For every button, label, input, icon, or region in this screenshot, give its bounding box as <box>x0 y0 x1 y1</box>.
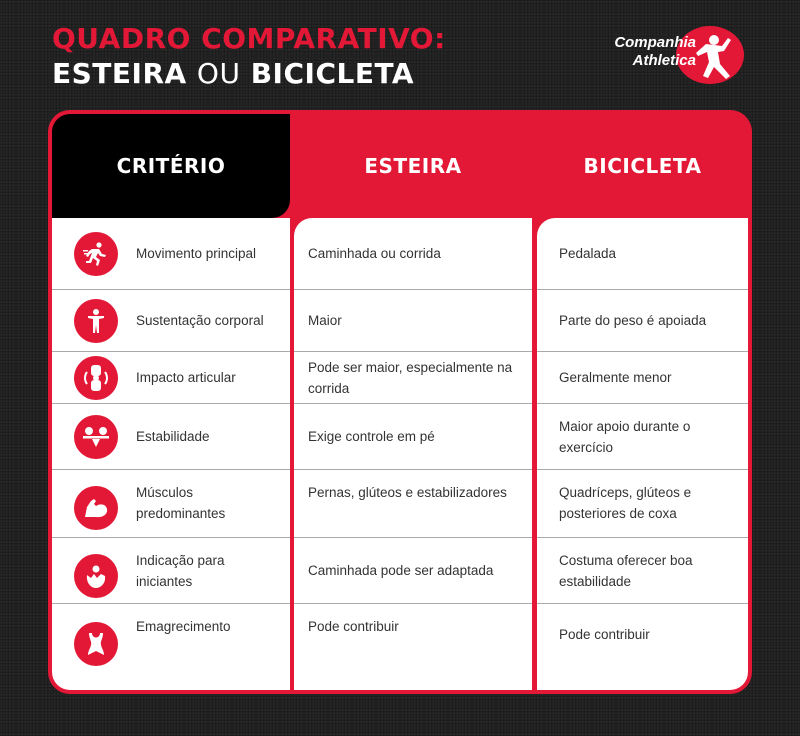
table-row <box>294 470 532 538</box>
table-row <box>537 290 748 352</box>
criterio-label: Movimento principal <box>136 246 257 261</box>
criterio-label: Estabilidade <box>136 429 210 444</box>
title-ou: OU <box>196 57 241 90</box>
column-header-esteira: ESTEIRA <box>294 114 532 218</box>
esteira-cell: Caminhada pode ser adaptada <box>308 563 494 578</box>
table-row <box>294 352 532 404</box>
table-row <box>537 218 748 290</box>
title-esteira: ESTEIRA <box>52 57 187 90</box>
table-row <box>294 218 532 290</box>
bicicleta-cell: Parte do peso é apoiada <box>559 313 707 328</box>
table-row <box>294 604 532 690</box>
bicicleta-cell: Quadríceps, glúteos e posteriores de coxa <box>559 485 692 521</box>
flexed-arm-icon <box>74 486 118 530</box>
esteira-cell: Exige controle em pé <box>308 429 435 444</box>
criterio-label: Indicação para iniciantes <box>136 553 225 589</box>
table-row <box>294 290 532 352</box>
table-row <box>52 290 290 352</box>
esteira-cell: Pode contribuir <box>308 619 399 634</box>
person-standing-icon <box>74 299 118 343</box>
column-bicicleta <box>537 110 748 694</box>
table-row <box>537 538 748 604</box>
knee-joint-icon <box>74 356 118 400</box>
esteira-cell: Pode ser maior, especialmente na corrida <box>308 359 513 396</box>
table-row <box>52 538 290 604</box>
running-person-icon <box>74 232 118 276</box>
criterio-label: Impacto articular <box>136 370 236 385</box>
logo-line-1: Companhia <box>614 34 696 51</box>
column-body-bicicleta <box>537 218 748 690</box>
table-row <box>537 604 748 690</box>
column-criterio <box>52 110 290 694</box>
title-line-1: QUADRO COMPARATIVO: <box>52 22 446 55</box>
title-bicicleta: BICICLETA <box>250 57 415 90</box>
column-esteira <box>294 110 532 694</box>
balance-icon <box>74 415 118 459</box>
logo-line-2: Athletica <box>632 52 696 69</box>
comparison-table <box>48 110 752 694</box>
bicicleta-cell: Pedalada <box>559 246 617 261</box>
table-row <box>294 538 532 604</box>
column-header-bicicleta: BICICLETA <box>537 114 748 218</box>
table-row <box>52 218 290 290</box>
column-body-criterio <box>52 218 290 690</box>
table-row <box>52 352 290 404</box>
bicicleta-cell: Pode contribuir <box>559 627 650 642</box>
brand-logo <box>592 28 752 88</box>
criterio-label: Emagrecimento <box>136 619 231 634</box>
criterio-label: Sustentação corporal <box>136 313 264 328</box>
table-row <box>52 404 290 470</box>
table-row <box>537 404 748 470</box>
waist-icon <box>74 622 118 666</box>
esteira-cell: Caminhada ou corrida <box>308 246 441 261</box>
bicicleta-cell: Maior apoio durante o exercício <box>559 418 691 455</box>
bicicleta-cell: Geralmente menor <box>559 370 672 385</box>
page-title <box>52 22 446 92</box>
table-row <box>537 470 748 538</box>
hatching-egg-icon <box>74 554 118 598</box>
table-row <box>52 604 290 690</box>
criterio-label: Músculos predominantes <box>136 485 226 521</box>
esteira-cell: Maior <box>308 313 342 328</box>
column-body-esteira <box>294 218 532 690</box>
logo-text <box>592 34 696 70</box>
column-header-criterio: CRITÉRIO <box>52 114 290 218</box>
table-row <box>294 404 532 470</box>
title-line-2 <box>52 56 446 92</box>
esteira-cell: Pernas, glúteos e estabilizadores <box>308 485 507 500</box>
table-row <box>537 352 748 404</box>
bicicleta-cell: Costuma oferecer boa estabilidade <box>559 552 693 589</box>
table-row <box>52 470 290 538</box>
